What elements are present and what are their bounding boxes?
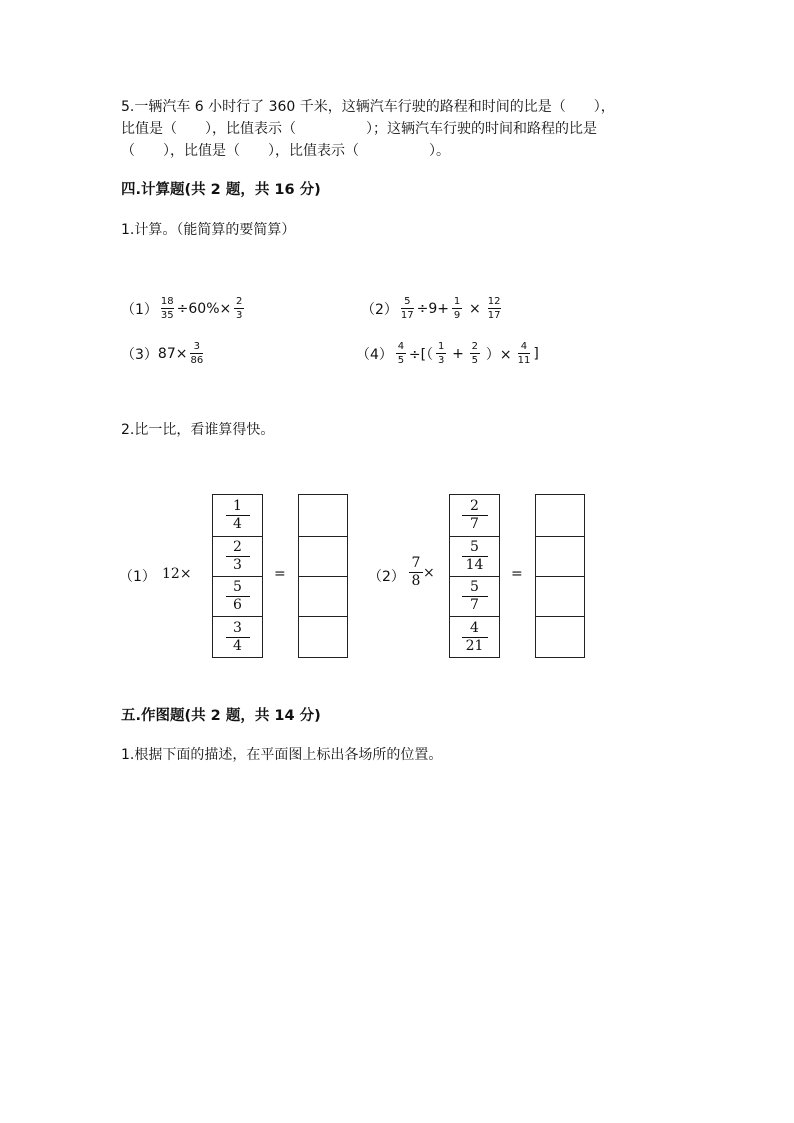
denominator: 17 bbox=[400, 310, 414, 321]
compare-1-label: （1） bbox=[119, 569, 156, 585]
fraction-cell bbox=[213, 616, 262, 657]
denominator: 14 bbox=[465, 557, 484, 573]
answer-cell[interactable] bbox=[299, 536, 347, 576]
numerator: 3 bbox=[233, 619, 242, 636]
answer-cell[interactable] bbox=[536, 495, 584, 536]
denominator: 86 bbox=[190, 355, 204, 366]
denominator: 21 bbox=[465, 637, 484, 654]
fraction bbox=[452, 296, 462, 321]
section-4-q1-title: 1.计算。（能简算的要简算） bbox=[121, 222, 296, 238]
numerator: 4 bbox=[397, 341, 405, 352]
q5-line-1: 5.一辆汽车 6 小时行了 360 千米，这辆汽车行驶的路程和时间的比是（ ）， bbox=[121, 99, 615, 115]
calc-problem-4 bbox=[356, 341, 539, 366]
numerator: 2 bbox=[236, 296, 243, 307]
section-4-title: 四.计算题(共 2 题，共 16 分) bbox=[121, 182, 321, 198]
denominator: 5 bbox=[397, 355, 405, 366]
numerator: 5 bbox=[233, 579, 242, 595]
problem-label: （4） bbox=[356, 346, 393, 363]
fraction-cell bbox=[450, 495, 499, 536]
fraction bbox=[462, 580, 488, 613]
fraction bbox=[226, 621, 250, 654]
fraction bbox=[462, 499, 488, 532]
numerator: 5 bbox=[404, 296, 411, 307]
numerator: 1 bbox=[233, 498, 242, 514]
denominator: 17 bbox=[487, 310, 501, 321]
fraction bbox=[226, 580, 250, 613]
denominator: 6 bbox=[233, 597, 242, 613]
compare-1-equals: = bbox=[274, 566, 286, 582]
fraction bbox=[518, 341, 531, 366]
denominator: 8 bbox=[411, 573, 421, 589]
fraction bbox=[190, 341, 203, 366]
calc-problem-1 bbox=[121, 296, 247, 321]
times-operator: × bbox=[423, 564, 435, 581]
compare-2-label: （2） bbox=[368, 569, 405, 585]
numerator: 2 bbox=[470, 498, 479, 514]
q5-line-3: （ ），比值是（ ），比值表示（ ）。 bbox=[121, 143, 450, 159]
numerator: 4 bbox=[470, 619, 479, 636]
compare-1-fraction-column bbox=[212, 494, 263, 658]
answer-cell[interactable] bbox=[536, 616, 584, 657]
answer-cell[interactable] bbox=[536, 536, 584, 576]
denominator: 3 bbox=[437, 355, 445, 366]
compare-2-lead bbox=[409, 556, 435, 589]
denominator: 4 bbox=[233, 516, 242, 532]
fraction-cell bbox=[450, 616, 499, 657]
numerator: 4 bbox=[520, 341, 528, 352]
fraction bbox=[234, 296, 244, 321]
fraction bbox=[409, 556, 423, 589]
fraction bbox=[436, 341, 446, 366]
operator: ÷60%× bbox=[176, 300, 232, 317]
operator: × bbox=[469, 300, 481, 317]
answer-cell[interactable] bbox=[536, 576, 584, 616]
numerator: 18 bbox=[160, 296, 174, 307]
fraction-cell bbox=[213, 576, 262, 616]
operator: 87× bbox=[157, 345, 188, 362]
calc-problem-3 bbox=[121, 341, 206, 366]
fraction bbox=[226, 540, 250, 573]
numerator: 12 bbox=[487, 296, 501, 307]
denominator: 3 bbox=[236, 310, 243, 321]
calc-problem-2 bbox=[361, 296, 504, 321]
operator: + bbox=[452, 345, 464, 362]
numerator: 2 bbox=[471, 341, 479, 352]
denominator: 35 bbox=[160, 310, 174, 321]
numerator: 2 bbox=[233, 539, 242, 555]
denominator: 5 bbox=[471, 355, 479, 366]
section-5-title: 五.作图题(共 2 题，共 14 分) bbox=[121, 708, 321, 724]
operator: ）× bbox=[485, 346, 512, 363]
denominator: 3 bbox=[233, 557, 242, 573]
compare-2-equals: = bbox=[511, 566, 523, 582]
operator: ÷9+ bbox=[416, 300, 450, 317]
fraction-cell bbox=[213, 495, 262, 536]
fraction-cell bbox=[450, 576, 499, 616]
fraction bbox=[470, 341, 480, 366]
answer-cell[interactable] bbox=[299, 576, 347, 616]
numerator: 3 bbox=[193, 341, 201, 352]
fraction bbox=[396, 341, 406, 366]
section-4-q2-title: 2.比一比，看谁算得快。 bbox=[121, 422, 275, 438]
numerator: 1 bbox=[453, 296, 461, 307]
fraction bbox=[462, 540, 488, 573]
numerator: 7 bbox=[411, 555, 421, 571]
problem-label: （3） bbox=[121, 346, 158, 363]
numerator: 5 bbox=[470, 539, 479, 555]
problem-label: （1） bbox=[121, 301, 158, 318]
answer-cell[interactable] bbox=[299, 616, 347, 657]
answer-cell[interactable] bbox=[299, 495, 347, 536]
compare-1-lead: 12× bbox=[162, 566, 192, 582]
denominator: 11 bbox=[517, 355, 531, 366]
q5-line-2: 比值是（ ），比值表示（ ）；这辆汽车行驶的时间和路程的比是 bbox=[121, 121, 597, 137]
denominator: 7 bbox=[470, 597, 479, 613]
denominator: 7 bbox=[470, 516, 479, 532]
fraction bbox=[462, 621, 488, 654]
denominator: 4 bbox=[233, 637, 242, 654]
numerator: 1 bbox=[437, 341, 445, 352]
section-5-q1-title: 1.根据下面的描述，在平面图上标出各场所的位置。 bbox=[121, 747, 443, 763]
fraction-cell bbox=[450, 536, 499, 576]
compare-2-fraction-column bbox=[449, 494, 500, 658]
fraction bbox=[226, 499, 250, 532]
fraction bbox=[488, 296, 501, 321]
compare-1-answer-column bbox=[298, 494, 348, 658]
operator: ÷[（ bbox=[408, 346, 434, 363]
numerator: 5 bbox=[470, 579, 479, 595]
compare-2-answer-column bbox=[535, 494, 585, 658]
fraction bbox=[401, 296, 414, 321]
fraction bbox=[161, 296, 174, 321]
problem-label: （2） bbox=[361, 301, 398, 318]
denominator: 9 bbox=[453, 310, 461, 321]
fraction-cell bbox=[213, 536, 262, 576]
operator: ] bbox=[533, 345, 539, 362]
